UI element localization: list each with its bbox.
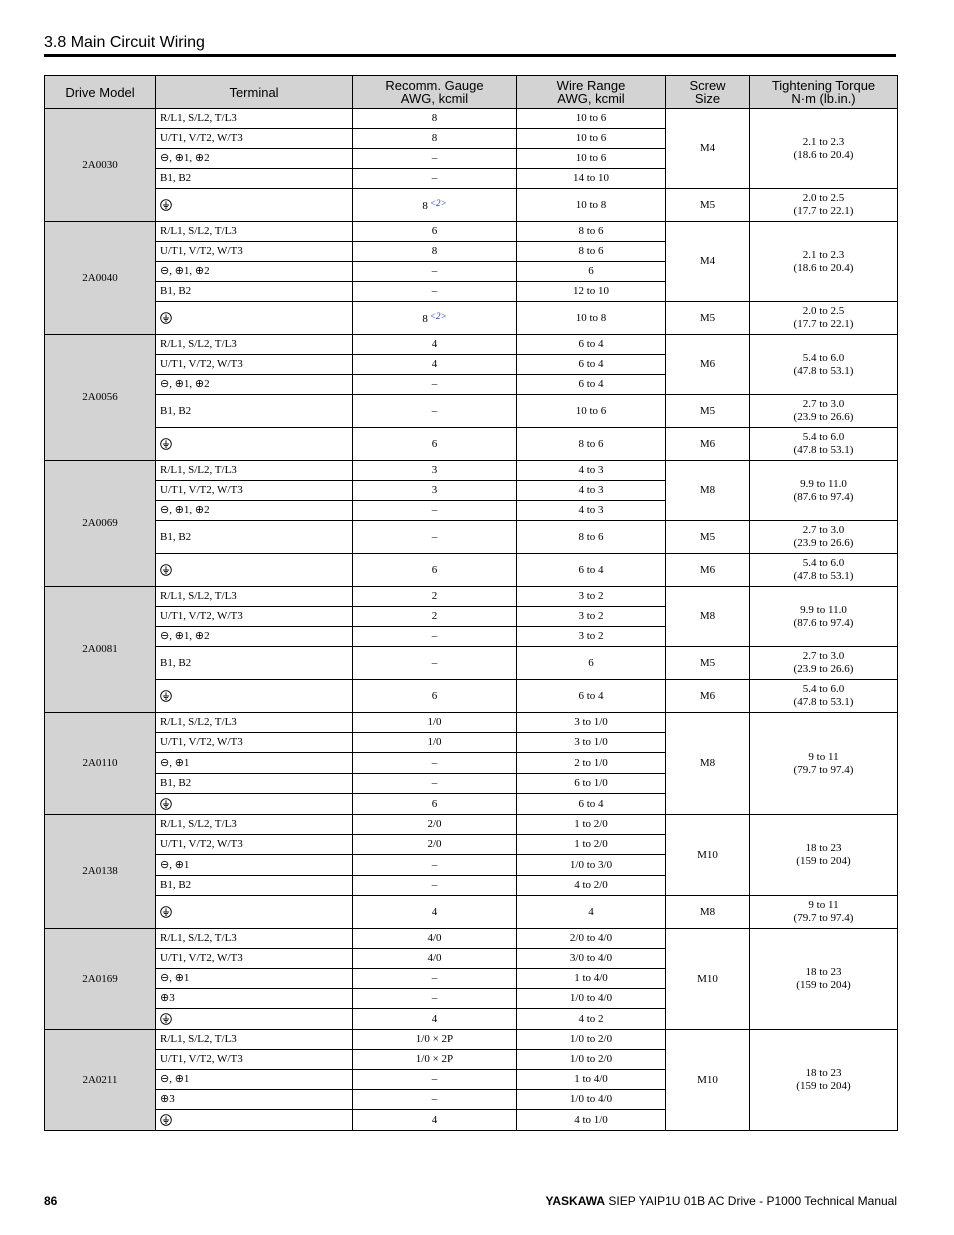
terminal-cell: B1, B2 <box>156 521 353 554</box>
recommended-gauge-cell: – <box>353 262 517 282</box>
tightening-torque-cell: 9 to 11 (79.7 to 97.4) <box>750 713 898 815</box>
tightening-torque-cell: 18 to 23 (159 to 204) <box>750 1030 898 1131</box>
ground-icon <box>160 798 172 810</box>
wire-range-cell: 12 to 10 <box>517 282 666 302</box>
table-row <box>45 521 898 554</box>
ground-icon <box>160 438 172 450</box>
recommended-gauge-cell: 6 <box>353 222 517 242</box>
recommended-gauge-cell: 1/0 <box>353 733 517 753</box>
table-row <box>45 109 898 129</box>
terminal-cell: R/L1, S/L2, T/L3 <box>156 461 353 481</box>
recommended-gauge-cell: 4 <box>353 896 517 929</box>
wire-range-cell: 8 to 6 <box>517 521 666 554</box>
terminal-cell: R/L1, S/L2, T/L3 <box>156 587 353 607</box>
table-row <box>45 335 898 355</box>
recommended-gauge-cell: – <box>353 876 517 896</box>
recommended-gauge-cell: 8 <box>353 129 517 149</box>
recommended-gauge-cell: 1/0 × 2P <box>353 1030 517 1050</box>
terminal-cell <box>156 1009 353 1030</box>
terminal-cell: B1, B2 <box>156 282 353 302</box>
wire-range-cell: 6 to 4 <box>517 375 666 395</box>
screw-size-cell: M8 <box>666 713 750 815</box>
screw-size-cell: M5 <box>666 521 750 554</box>
tightening-torque-cell: 18 to 23 (159 to 204) <box>750 929 898 1030</box>
table-header-row <box>45 76 898 109</box>
drive-model-cell: 2A0030 <box>45 109 156 222</box>
wire-range-cell: 3 to 1/0 <box>517 713 666 733</box>
tightening-torque-cell: 5.4 to 6.0 (47.8 to 53.1) <box>750 428 898 461</box>
wire-range-cell: 6 to 4 <box>517 554 666 587</box>
table-row <box>45 554 898 587</box>
recommended-gauge-cell: 1/0 <box>353 713 517 733</box>
recommended-gauge-cell: – <box>353 501 517 521</box>
recommended-gauge-cell: – <box>353 753 517 774</box>
drive-model-cell: 2A0040 <box>45 222 156 335</box>
tightening-torque-cell: 5.4 to 6.0 (47.8 to 53.1) <box>750 680 898 713</box>
wire-range-cell: 8 to 6 <box>517 428 666 461</box>
terminal-cell: B1, B2 <box>156 395 353 428</box>
terminal-cell: R/L1, S/L2, T/L3 <box>156 1030 353 1050</box>
recommended-gauge-cell: – <box>353 1070 517 1090</box>
ground-icon <box>160 564 172 576</box>
recommended-gauge-cell: – <box>353 169 517 189</box>
document-title: SIEP YAIP1U 01B AC Drive - P1000 Technical Manual <box>605 1194 897 1208</box>
title-rule <box>44 54 896 57</box>
recommended-gauge-cell: – <box>353 969 517 989</box>
ground-icon <box>160 690 172 702</box>
drive-model-cell: 2A0211 <box>45 1030 156 1131</box>
recommended-gauge-cell: 2 <box>353 587 517 607</box>
wire-range-cell: 3 to 1/0 <box>517 733 666 753</box>
ground-icon <box>160 1013 172 1025</box>
recommended-gauge-cell: – <box>353 395 517 428</box>
screw-size-cell: M6 <box>666 554 750 587</box>
terminal-cell: ⊖, ⊕1, ⊕2 <box>156 627 353 647</box>
table-row <box>45 896 898 929</box>
terminal-cell: R/L1, S/L2, T/L3 <box>156 929 353 949</box>
recommended-gauge-cell: 6 <box>353 554 517 587</box>
wire-range-cell: 4 to 2 <box>517 1009 666 1030</box>
recommended-gauge-cell: – <box>353 375 517 395</box>
tightening-torque-cell: 2.1 to 2.3 (18.6 to 20.4) <box>750 222 898 302</box>
tightening-torque-cell: 18 to 23 (159 to 204) <box>750 815 898 896</box>
recommended-gauge-cell: 4 <box>353 1009 517 1030</box>
drive-model-cell: 2A0169 <box>45 929 156 1030</box>
terminal-cell <box>156 794 353 815</box>
wire-range-cell: 6 <box>517 262 666 282</box>
terminal-cell: ⊕3 <box>156 1090 353 1110</box>
tightening-torque-cell: 2.7 to 3.0 (23.9 to 26.6) <box>750 521 898 554</box>
screw-size-cell: M5 <box>666 647 750 680</box>
drive-model-cell: 2A0138 <box>45 815 156 929</box>
recommended-gauge-cell: 4/0 <box>353 949 517 969</box>
screw-size-cell: M6 <box>666 680 750 713</box>
tightening-torque-cell: 9.9 to 11.0 (87.6 to 97.4) <box>750 461 898 521</box>
terminal-cell <box>156 189 353 222</box>
terminal-cell <box>156 554 353 587</box>
recommended-gauge-cell: 3 <box>353 461 517 481</box>
recommended-gauge-cell: 6 <box>353 794 517 815</box>
terminal-cell: U/T1, V/T2, W/T3 <box>156 129 353 149</box>
terminal-cell: R/L1, S/L2, T/L3 <box>156 713 353 733</box>
terminal-cell: U/T1, V/T2, W/T3 <box>156 949 353 969</box>
table-row <box>45 815 898 835</box>
wire-range-cell: 6 to 4 <box>517 355 666 375</box>
brand-name: YASKAWA <box>545 1194 606 1208</box>
terminal-cell: R/L1, S/L2, T/L3 <box>156 109 353 129</box>
wire-gauge-table <box>44 75 898 1131</box>
recommended-gauge-cell: – <box>353 647 517 680</box>
column-header-tightening-torque: Tightening Torque N·m (lb.in.) <box>750 76 898 109</box>
tightening-torque-cell: 2.1 to 2.3 (18.6 to 20.4) <box>750 109 898 189</box>
screw-size-cell: M6 <box>666 428 750 461</box>
wire-range-cell: 2 to 1/0 <box>517 753 666 774</box>
wire-range-cell: 4 to 1/0 <box>517 1110 666 1131</box>
wire-range-cell: 6 to 4 <box>517 680 666 713</box>
table-row <box>45 428 898 461</box>
tightening-torque-cell: 9 to 11 (79.7 to 97.4) <box>750 896 898 929</box>
wire-range-cell: 1 to 2/0 <box>517 835 666 855</box>
wire-range-cell: 4 <box>517 896 666 929</box>
wire-range-cell: 8 to 6 <box>517 222 666 242</box>
recommended-gauge-cell: 8 $^{<2>}$ <box>353 189 517 222</box>
recommended-gauge-cell: – <box>353 282 517 302</box>
wire-range-cell: 6 <box>517 647 666 680</box>
recommended-gauge-cell: 8 <box>353 242 517 262</box>
screw-size-cell: M5 <box>666 302 750 335</box>
terminal-cell: ⊖, ⊕1, ⊕2 <box>156 501 353 521</box>
recommended-gauge-cell: – <box>353 989 517 1009</box>
terminal-cell <box>156 428 353 461</box>
wire-range-cell: 1/0 to 4/0 <box>517 989 666 1009</box>
terminal-cell: B1, B2 <box>156 876 353 896</box>
tightening-torque-cell: 2.7 to 3.0 (23.9 to 26.6) <box>750 647 898 680</box>
terminal-cell: U/T1, V/T2, W/T3 <box>156 835 353 855</box>
screw-size-cell: M5 <box>666 395 750 428</box>
column-header-drive-model: Drive Model <box>45 76 156 109</box>
column-header-terminal: Terminal <box>156 76 353 109</box>
wire-range-cell: 10 to 6 <box>517 149 666 169</box>
wire-range-cell: 1 to 4/0 <box>517 1070 666 1090</box>
screw-size-cell: M10 <box>666 815 750 896</box>
terminal-cell: B1, B2 <box>156 647 353 680</box>
footnote-ref-link[interactable]: <2> <box>429 311 447 321</box>
tightening-torque-cell: 2.0 to 2.5 (17.7 to 22.1) <box>750 189 898 222</box>
recommended-gauge-cell: 2/0 <box>353 815 517 835</box>
screw-size-cell: M10 <box>666 1030 750 1131</box>
wire-range-cell: 10 to 6 <box>517 395 666 428</box>
terminal-cell: ⊖, ⊕1 <box>156 855 353 876</box>
recommended-gauge-cell: – <box>353 774 517 794</box>
recommended-gauge-cell: 2/0 <box>353 835 517 855</box>
column-header-screw-size: Screw Size <box>666 76 750 109</box>
wire-range-cell: 3 to 2 <box>517 627 666 647</box>
terminal-cell: U/T1, V/T2, W/T3 <box>156 481 353 501</box>
screw-size-cell: M4 <box>666 222 750 302</box>
table-row <box>45 302 898 335</box>
ground-icon <box>160 199 172 211</box>
tightening-torque-cell: 5.4 to 6.0 (47.8 to 53.1) <box>750 554 898 587</box>
tightening-torque-cell: 2.0 to 2.5 (17.7 to 22.1) <box>750 302 898 335</box>
drive-model-cell: 2A0056 <box>45 335 156 461</box>
terminal-cell: ⊕3 <box>156 989 353 1009</box>
ground-icon <box>160 312 172 324</box>
screw-size-cell: M8 <box>666 461 750 521</box>
wire-range-cell: 10 to 8 <box>517 189 666 222</box>
screw-size-cell: M4 <box>666 109 750 189</box>
wire-range-cell: 4 to 2/0 <box>517 876 666 896</box>
recommended-gauge-cell: 3 <box>353 481 517 501</box>
tightening-torque-cell: 5.4 to 6.0 (47.8 to 53.1) <box>750 335 898 395</box>
wire-range-cell: 1/0 to 4/0 <box>517 1090 666 1110</box>
wire-range-cell: 10 to 6 <box>517 129 666 149</box>
wire-range-cell: 10 to 6 <box>517 109 666 129</box>
terminal-cell: R/L1, S/L2, T/L3 <box>156 335 353 355</box>
screw-size-cell: M5 <box>666 189 750 222</box>
terminal-cell <box>156 1110 353 1131</box>
terminal-cell: ⊖, ⊕1, ⊕2 <box>156 149 353 169</box>
wire-range-cell: 1/0 to 2/0 <box>517 1050 666 1070</box>
wire-range-cell: 1/0 to 3/0 <box>517 855 666 876</box>
wire-range-cell: 2/0 to 4/0 <box>517 929 666 949</box>
wire-range-cell: 1/0 to 2/0 <box>517 1030 666 1050</box>
recommended-gauge-cell: 6 <box>353 680 517 713</box>
recommended-gauge-cell: 4/0 <box>353 929 517 949</box>
recommended-gauge-cell: 4 <box>353 1110 517 1131</box>
recommended-gauge-cell: 6 <box>353 428 517 461</box>
wire-range-cell: 6 to 1/0 <box>517 774 666 794</box>
recommended-gauge-cell: – <box>353 627 517 647</box>
terminal-cell: B1, B2 <box>156 169 353 189</box>
recommended-gauge-cell: – <box>353 855 517 876</box>
page-number: 86 <box>44 1194 58 1208</box>
terminal-cell: B1, B2 <box>156 774 353 794</box>
table-row <box>45 461 898 481</box>
recommended-gauge-cell: – <box>353 149 517 169</box>
table-row <box>45 1030 898 1050</box>
terminal-cell: R/L1, S/L2, T/L3 <box>156 222 353 242</box>
recommended-gauge-cell: – <box>353 1090 517 1110</box>
wire-range-cell: 6 to 4 <box>517 794 666 815</box>
wire-range-cell: 4 to 3 <box>517 501 666 521</box>
table-row <box>45 395 898 428</box>
drive-model-cell: 2A0110 <box>45 713 156 815</box>
recommended-gauge-cell: 4 <box>353 355 517 375</box>
recommended-gauge-cell: 2 <box>353 607 517 627</box>
table-row <box>45 587 898 607</box>
table-row <box>45 647 898 680</box>
table-row <box>45 713 898 733</box>
recommended-gauge-cell: 1/0 × 2P <box>353 1050 517 1070</box>
wire-range-cell: 1 to 2/0 <box>517 815 666 835</box>
terminal-cell: U/T1, V/T2, W/T3 <box>156 355 353 375</box>
tightening-torque-cell: 9.9 to 11.0 (87.6 to 97.4) <box>750 587 898 647</box>
column-header-wire-range: Wire Range AWG, kcmil <box>517 76 666 109</box>
terminal-cell: U/T1, V/T2, W/T3 <box>156 733 353 753</box>
wire-range-cell: 6 to 4 <box>517 335 666 355</box>
terminal-cell <box>156 896 353 929</box>
screw-size-cell: M8 <box>666 587 750 647</box>
wire-range-cell: 10 to 8 <box>517 302 666 335</box>
recommended-gauge-cell: 4 <box>353 335 517 355</box>
terminal-cell <box>156 302 353 335</box>
table-row <box>45 929 898 949</box>
drive-model-cell: 2A0069 <box>45 461 156 587</box>
tightening-torque-cell: 2.7 to 3.0 (23.9 to 26.6) <box>750 395 898 428</box>
terminal-cell: R/L1, S/L2, T/L3 <box>156 815 353 835</box>
screw-size-cell: M8 <box>666 896 750 929</box>
recommended-gauge-cell: 8 <box>353 109 517 129</box>
wire-range-cell: 3 to 2 <box>517 587 666 607</box>
terminal-cell <box>156 680 353 713</box>
table-row <box>45 680 898 713</box>
wire-range-cell: 3/0 to 4/0 <box>517 949 666 969</box>
terminal-cell: U/T1, V/T2, W/T3 <box>156 242 353 262</box>
terminal-cell: ⊖, ⊕1 <box>156 753 353 774</box>
column-header-recommended-gauge: Recomm. Gauge AWG, kcmil <box>353 76 517 109</box>
terminal-cell: ⊖, ⊕1 <box>156 1070 353 1090</box>
table-row <box>45 189 898 222</box>
drive-model-cell: 2A0081 <box>45 587 156 713</box>
wire-range-cell: 3 to 2 <box>517 607 666 627</box>
wire-range-cell: 1 to 4/0 <box>517 969 666 989</box>
wire-range-cell: 14 to 10 <box>517 169 666 189</box>
terminal-cell: ⊖, ⊕1, ⊕2 <box>156 375 353 395</box>
terminal-cell: ⊖, ⊕1, ⊕2 <box>156 262 353 282</box>
ground-icon <box>160 906 172 918</box>
wire-range-cell: 4 to 3 <box>517 461 666 481</box>
screw-size-cell: M10 <box>666 929 750 1030</box>
screw-size-cell: M6 <box>666 335 750 395</box>
terminal-cell: U/T1, V/T2, W/T3 <box>156 607 353 627</box>
ground-icon <box>160 1114 172 1126</box>
table-row <box>45 222 898 242</box>
footer-title <box>545 1194 897 1208</box>
wire-range-cell: 4 to 3 <box>517 481 666 501</box>
terminal-cell: ⊖, ⊕1 <box>156 969 353 989</box>
footnote-ref-link[interactable]: <2> <box>429 198 447 208</box>
recommended-gauge-cell: – <box>353 521 517 554</box>
section-title: 3.8 Main Circuit Wiring <box>44 34 205 51</box>
wire-range-cell: 8 to 6 <box>517 242 666 262</box>
terminal-cell: U/T1, V/T2, W/T3 <box>156 1050 353 1070</box>
recommended-gauge-cell: 8 $^{<2>}$ <box>353 302 517 335</box>
